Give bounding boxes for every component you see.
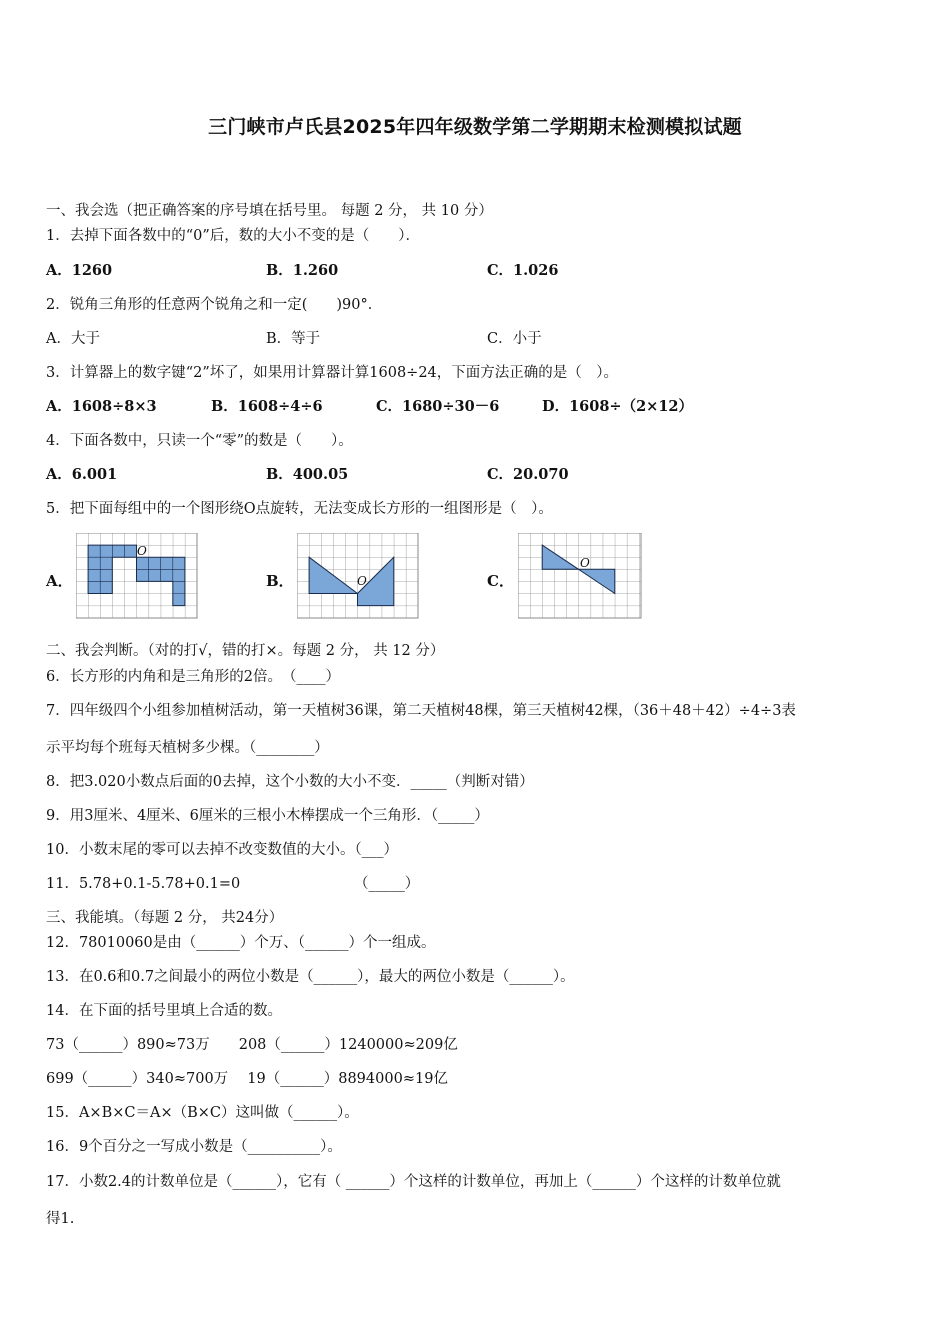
question-4: 4．下面各数中，只读一个“零”的数是（ ）。 [46,433,353,449]
question-8: 8．把3.020小数点后面的0去掉，这个小数的大小不变．_____（判断对错） [46,774,534,790]
q2-option-a: A．大于 [46,331,100,347]
q4-option-a: A．6.001 [46,466,118,483]
section1-header: 一、我会选（把正确答案的序号填在括号里。 每题 2 分， 共 10 分） [46,203,493,219]
question-2: 2．锐角三角形的任意两个锐角之和一定( )90°． [46,297,383,313]
question-5: 5．把下面每组中的一个图形绕O点旋转，无法变成长方形的一组图形是（ ）。 [46,501,553,517]
section2-header: 二、我会判断。（对的打√，错的打×。每题 2 分， 共 12 分） [46,643,445,659]
q3-option-b: B．1608÷4÷6 [211,398,323,415]
question-11-blank: （_____） [354,876,420,892]
figure-b-point-label: O [357,574,367,588]
q1-option-c: C．1.026 [487,262,559,279]
q4-option-b: B．400.05 [266,466,349,483]
figure-b-grid [297,533,419,619]
question-12: 12．78010060是由（______）个万、（______）个一组成。 [46,935,436,951]
question-17-line2: 得1. [46,1211,75,1227]
question-14: 14．在下面的括号里填上合适的数。 [46,1003,282,1019]
q1-option-b: B．1.260 [266,262,339,279]
question-10: 10．小数末尾的零可以去掉不改变数值的大小。（___） [46,842,398,858]
question-1: 1．去掉下面各数中的“0”后，数的大小不变的是（ ）． [46,228,421,244]
question-9: 9．用3厘米、4厘米、6厘米的三根小木棒摆成一个三角形．（_____） [46,808,489,824]
q2-option-c: C．小于 [487,331,542,347]
question-7-line1: 7．四年级四个小组参加植树活动，第一天植树36课，第二天植树48棵，第三天植树42棵，（36＋48＋42）÷4÷3表 [46,703,796,719]
figure-a-point-label: O [137,544,147,558]
page-title: 三门峡市卢氏县2025年四年级数学第二学期期末检测模拟试题 [208,116,742,138]
figure-a-grid [76,533,198,619]
q3-option-d: D．1608÷（2×12） [542,398,693,415]
q5-option-a: A． [46,572,73,590]
q1-option-a: A．1260 [46,262,113,279]
q5-option-c: C． [487,572,514,590]
q2-option-b: B．等于 [266,331,321,347]
question-14-row1: 73（______）890≈73万 208（______）1240000≈209亿 [46,1037,458,1053]
question-15: 15．A×B×C＝A×（B×C）这叫做（______）。 [46,1105,359,1121]
question-13: 13．在0.6和0.7之间最小的两位小数是（______），最大的两位小数是（______）。 [46,969,575,985]
question-3: 3．计算器上的数字键“2”坏了，如果用计算器计算1608÷24，下面方法正确的是（ ）。 [46,365,619,381]
section3-header: 三、我能填。（每题 2 分， 共24分） [46,910,284,926]
q3-option-a: A．1608÷8×3 [46,398,157,415]
question-6: 6．长方形的内角和是三角形的2倍。 （____） [46,669,340,685]
question-16: 16．9个百分之一写成小数是（__________）。 [46,1139,342,1155]
q4-option-c: C．20.070 [487,466,569,483]
q3-option-c: C．1680÷30－6 [376,398,500,415]
question-11: 11．5.78+0.1-5.78+0.1=0 [46,876,241,892]
figure-c-grid [518,533,642,619]
question-14-row2: 699（______）340≈700万 19（______）8894000≈19亿 [46,1071,448,1087]
figure-c-point-label: O [580,556,590,570]
question-17-line1: 17．小数2.4的计数单位是（______），它有（ ______）个这样的计数单位，再加上（______）个这样的计数单位就 [46,1174,781,1190]
question-7-line2: 示平均每个班每天植树多少棵。（________） [46,740,329,756]
q5-option-b: B． [266,572,294,590]
